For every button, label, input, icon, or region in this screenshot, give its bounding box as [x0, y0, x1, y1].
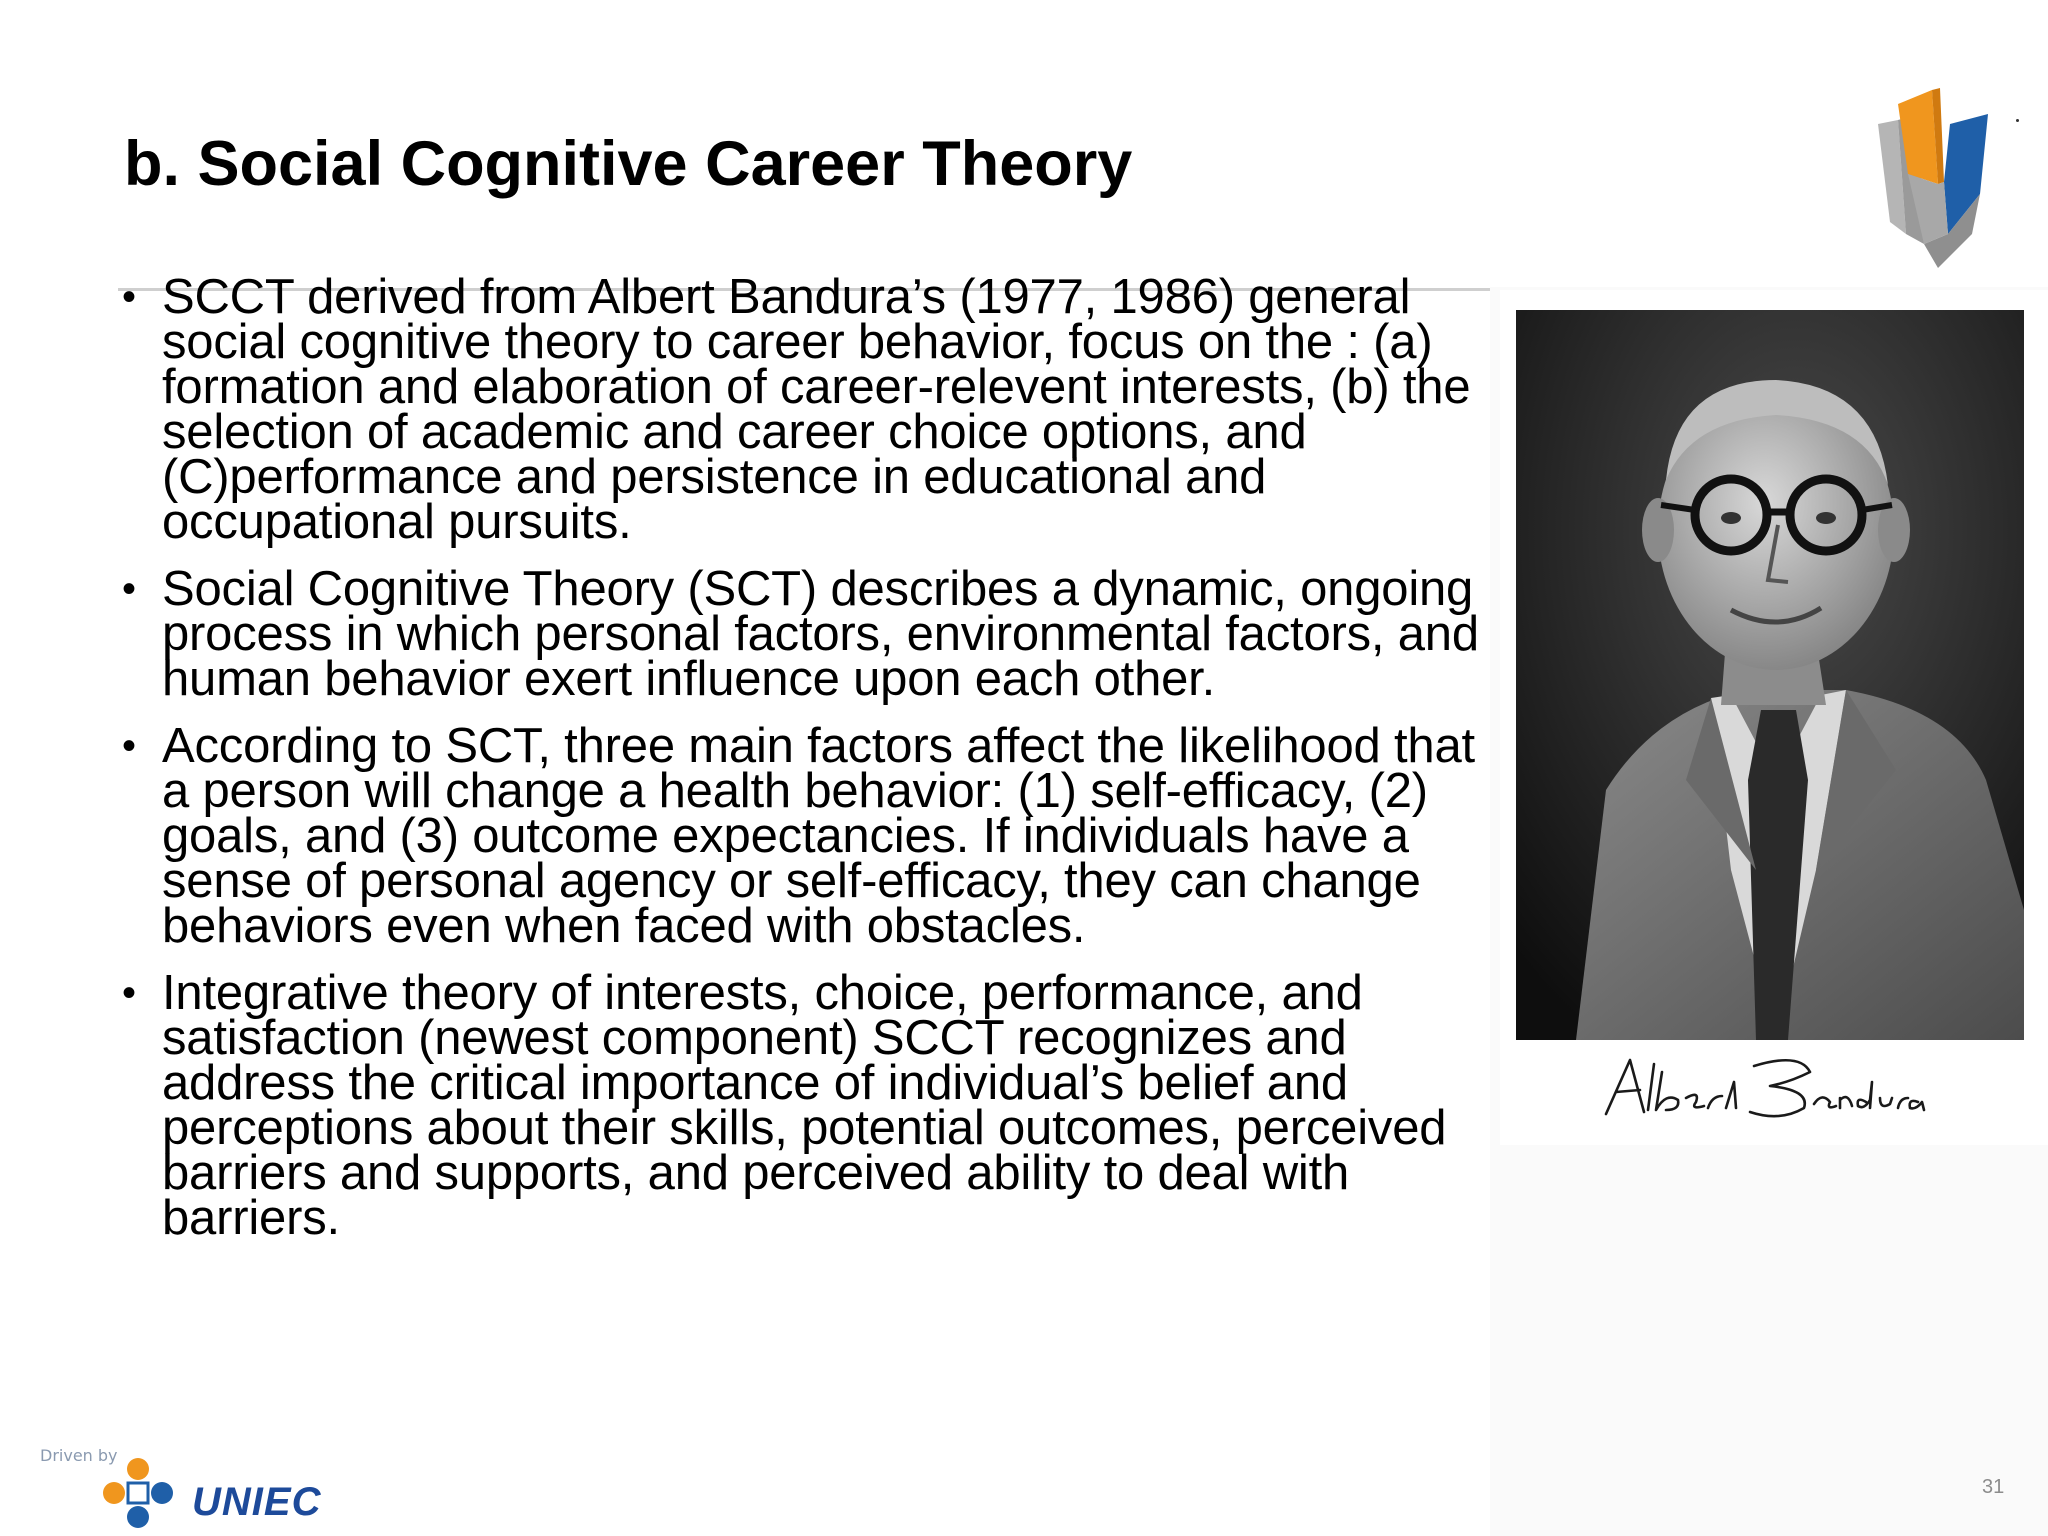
bullet-item	[118, 966, 1503, 1245]
bullet-marker: •	[122, 567, 136, 611]
page-number: 31	[1982, 1476, 2005, 1498]
portrait-photo	[1516, 310, 2024, 1040]
bullet-text: SCCT derived from Albert Bandura’s (1977, 1986) general social cognitive theory to career behavior, focus on the : (a) formation and elaboration of career-relevent interests, (b) the selection of academic and career choice options, and (C)performance and persistence in educational and occupational pursuits.	[162, 270, 1471, 549]
driven-by-label: Driven by	[40, 1446, 118, 1465]
bullet-marker: •	[122, 275, 136, 319]
bullet-marker: •	[122, 724, 136, 768]
logo-dot	[2016, 119, 2019, 122]
bullet-list	[118, 270, 1503, 1263]
book-logo-icon	[1868, 84, 2004, 268]
bullet-marker: •	[122, 971, 136, 1015]
slide-title: b. Social Cognitive Career Theory	[124, 129, 1133, 199]
uniec-logo-icon	[100, 1455, 176, 1531]
uniec-logo-text: UNIEC	[192, 1480, 322, 1524]
bullet-item	[118, 719, 1503, 953]
bullet-text: According to SCT, three main factors affect the likelihood that a person will change a health behavior: (1) self-efficacy, (2) goals, and (3) outcome expectancies. If individuals have a sense of personal agency or self-efficacy, they can change behaviors even when faced with obstacles.	[162, 719, 1475, 953]
bandura-signature-image	[1600, 1052, 1930, 1132]
bullet-item	[118, 562, 1503, 706]
bullet-text: Integrative theory of interests, choice, performance, and satisfaction (newest component) SCCT recognizes and address the critical importance of individual’s belief and perceptions about their skills, potential outcomes, perceived barriers and supports, and perceived ability to deal with barriers.	[162, 966, 1447, 1245]
bullet-text: Social Cognitive Theory (SCT) describes a dynamic, ongoing process in which personal factors, environmental factors, and human behavior exert influence upon each other.	[162, 562, 1479, 706]
bullet-item	[118, 270, 1503, 549]
